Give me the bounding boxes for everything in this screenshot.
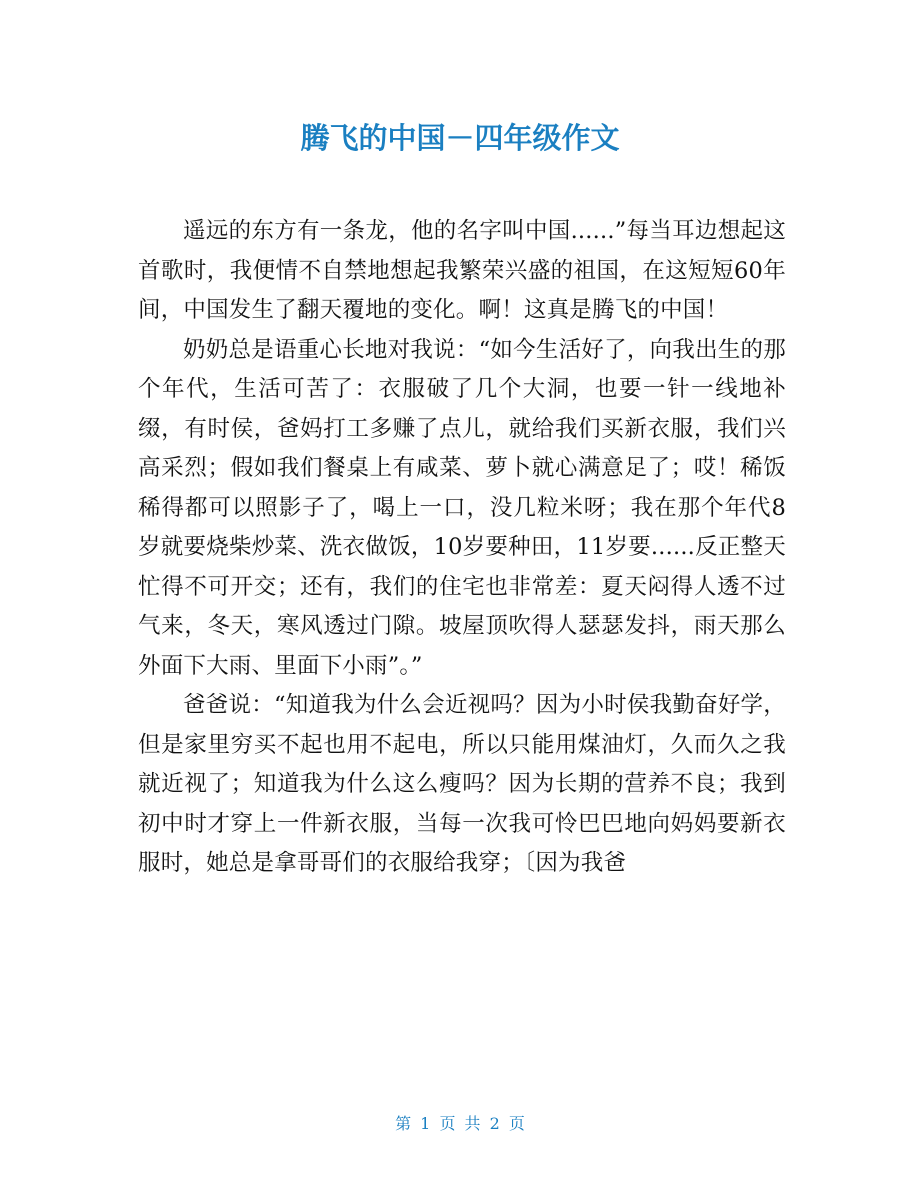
page-title: 腾飞的中国－四年级作文 <box>300 121 620 155</box>
paragraph-1: 遥远的东方有一条龙，他的名字叫中国......”每当耳边想起这首歌时，我便情不自禁地想起我繁荣兴盛的祖国，在这短短60年间，中国发生了翻天覆地的变化。啊！这真是腾飞的中国！ <box>138 218 786 323</box>
paragraph-3: 爸爸说：“知道我为什么会近视吗？因为小时侯我勤奋好学，但是家里穷买不起也用不起电，所以只能用煤油灯，久而久之我就近视了；知道我为什么这么瘦吗？因为长期的营养不良；我到初中时才穿上一件新衣服，当每一次我可怜巴巴地向妈妈要新衣服时，她总是拿哥哥们的衣服给我穿；〔因为我爸 <box>138 692 786 876</box>
article-body <box>138 212 786 884</box>
paragraph-2: 奶奶总是语重心长地对我说：“如今生活好了，向我出生的那个年代，生活可苦了：衣服破了几个大洞，也要一针一线地补缀，有时侯，爸妈打工多赚了点儿，就给我们买新衣服，我们兴高采烈；假如我们餐桌上有咸菜、萝卜就心满意足了；哎！稀饭稀得都可以照影子了，喝上一口，没几粒米呀；我在那个年代8岁就要烧柴炒菜、洗衣做饭，10岁要种田，11岁要......反正整天忙得不可开交；还有，我们的住宅也非常差：夏天闷得人透不过气来，冬天，寒风透过门隙。坡屋顶吹得人瑟瑟发抖，雨天那么外面下大雨、里面下小雨”。” <box>138 336 786 679</box>
page-number-footer: 第 1 页 共 2 页 <box>395 1114 525 1133</box>
